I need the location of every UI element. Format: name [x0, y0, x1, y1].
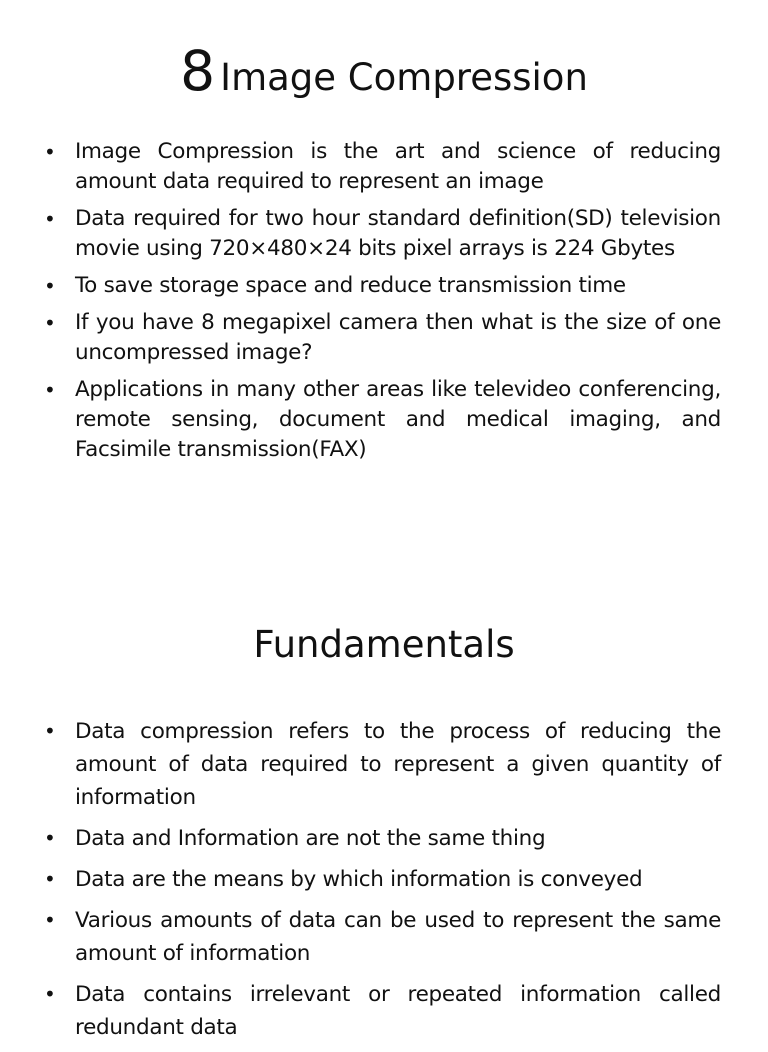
bullet-text: Data and Information are not the same thing	[75, 826, 546, 851]
bullet-text: Image Compression is the art and science of reducing amount data required to represent an image	[75, 139, 721, 194]
title-text: Image Compression	[220, 56, 588, 99]
bullet-item	[0, 822, 721, 855]
bullet-dot-icon: •	[44, 867, 56, 891]
bullet-item	[0, 375, 721, 465]
slide-title	[0, 39, 768, 103]
bullet-dot-icon: •	[44, 982, 56, 1006]
bullet-dot-icon: •	[44, 378, 56, 402]
bullet-dot-icon: •	[44, 826, 56, 850]
bullet-dot-icon: •	[44, 908, 56, 932]
bullet-list	[0, 137, 721, 472]
bullet-dot-icon: •	[44, 207, 56, 231]
bullet-dot-icon: •	[44, 311, 56, 335]
bullet-item	[0, 204, 721, 264]
bullet-dot-icon: •	[44, 274, 56, 298]
bullet-text: To save storage space and reduce transmission time	[75, 273, 626, 298]
bullet-text: Applications in many other areas like televideo conferencing, remote sensing, document and medical imaging, and Facsimile transmission(FAX)	[75, 377, 721, 462]
bullet-item	[0, 715, 721, 814]
bullet-dot-icon: •	[44, 719, 56, 743]
bullet-item	[0, 308, 721, 368]
bullet-item	[0, 271, 721, 301]
bullet-text: If you have 8 megapixel camera then what is the size of one uncompressed image?	[75, 310, 721, 365]
title-number: 8	[180, 39, 216, 103]
bullet-list	[0, 715, 721, 1052]
bullet-item	[0, 137, 721, 197]
slide-fundamentals	[0, 560, 768, 1040]
bullet-text: Data compression refers to the process of reducing the amount of data required to represent a given quantity of information	[75, 719, 721, 810]
bullet-text: Data required for two hour standard definition(SD) television movie using 720×480×24 bits pixel arrays is 224 Gbytes	[75, 206, 721, 261]
bullet-text: Various amounts of data can be used to represent the same amount of information	[75, 908, 721, 966]
bullet-text: Data are the means by which information is conveyed	[75, 867, 643, 892]
bullet-item	[0, 978, 721, 1044]
bullet-dot-icon: •	[44, 140, 56, 164]
slide-title: Fundamentals	[253, 623, 515, 666]
bullet-item	[0, 904, 721, 970]
bullet-item	[0, 863, 721, 896]
bullet-text: Data contains irrelevant or repeated information called redundant data	[75, 982, 721, 1040]
